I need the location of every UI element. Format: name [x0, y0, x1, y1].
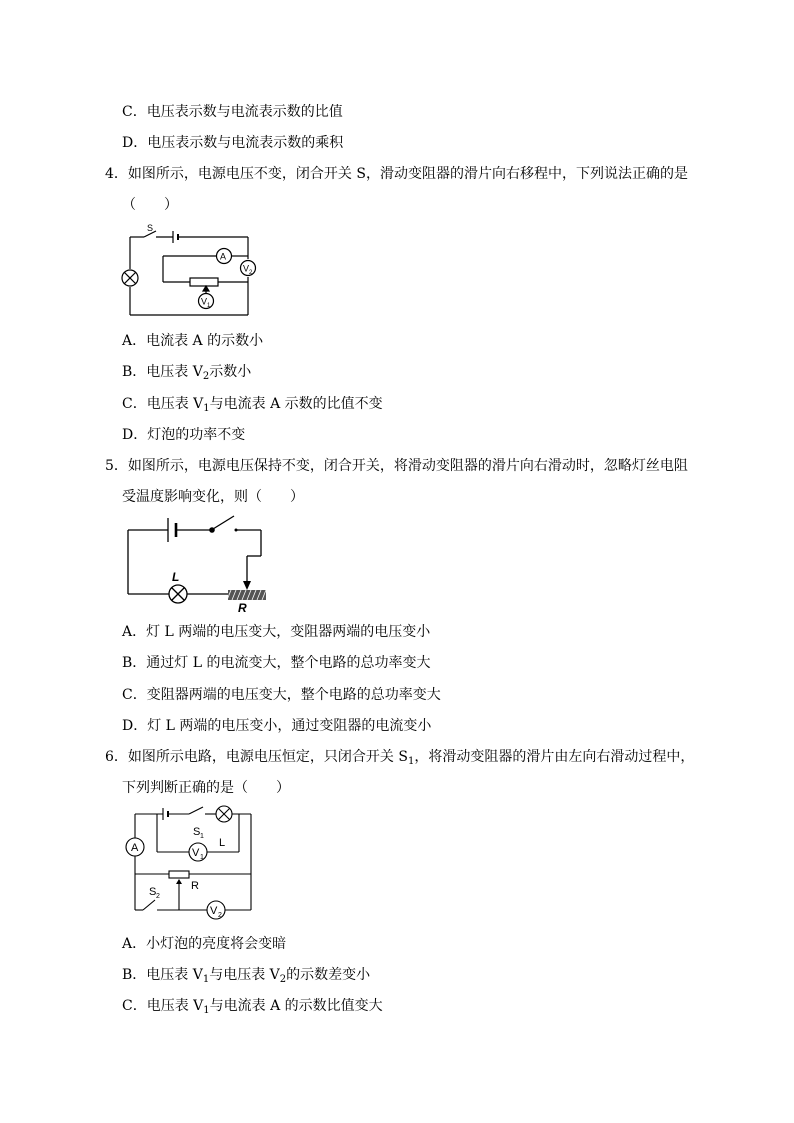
- option-c-prev: C．电压表示数与电流表示数的比值: [122, 104, 343, 120]
- q6-option-a: A．小灯泡的亮度将会变暗: [122, 936, 287, 952]
- q6-s2-label: S: [149, 886, 157, 898]
- q6-v2-sub: 2: [218, 912, 222, 919]
- q4-v2-sub: 2: [249, 270, 253, 276]
- q6-s1-sub: 1: [200, 833, 204, 840]
- q6-v1-label: V: [192, 847, 200, 859]
- q6-stem-line2: 下列判断正确的是（ ）: [122, 780, 290, 796]
- q4-option-c: C．电压表 $V_1$与电流表 A 示数的比值不变: [122, 396, 383, 414]
- q6-stem-line1: 6．如图所示电路，电源电压恒定，只闭合开关 $S_1$，将滑动变阻器的滑片由左向右滑动过程中，: [105, 749, 695, 767]
- q4-v1-sub: 1: [207, 303, 211, 309]
- q5-resistor-label: R: [238, 601, 247, 615]
- q6-s1-label: S: [193, 826, 201, 838]
- option-d-prev: D．电压表示数与电流表示数的乘积: [122, 135, 344, 151]
- q6-lamp-label: L: [219, 837, 226, 849]
- q5-option-d: D．灯 L 两端的电压变小，通过变阻器的电流变小: [122, 718, 432, 734]
- q4-option-a: A．电流表 A 的示数小: [122, 333, 264, 349]
- q5-option-c: C．变阻器两端的电压变大，整个电路的总功率变大: [122, 687, 441, 703]
- q5-lamp-label: L: [172, 570, 180, 584]
- q4-switch-label: S: [147, 223, 154, 233]
- q6-resistor-label: R: [191, 880, 199, 892]
- q4-stem: 4．如图所示，电源电压不变，闭合开关 S，滑动变阻器的滑片向右移程中，下列说法正确的是: [105, 166, 688, 182]
- q6-circuit-diagram: [121, 812, 261, 922]
- q4-paren: （ ）: [122, 197, 178, 213]
- q5-stem-line1: 5．如图所示，电源电压保持不变，闭合开关，将滑动变阻器的滑片向右滑动时，忽略灯丝电阻: [105, 458, 688, 474]
- q6-v2-label: V: [210, 905, 218, 917]
- q5-option-b: B．通过灯 L 的电流变大，整个电路的总功率变大: [122, 655, 431, 671]
- q4-v2-label: V: [243, 263, 250, 274]
- q6-option-c: C．电压表 $V_1$与电流表 A 的示数比值变大: [122, 998, 383, 1016]
- q4-option-d: D．灯泡的功率不变: [122, 427, 246, 443]
- q4-option-b: B．电压表 $V_2$示数小: [122, 364, 252, 382]
- q4-circuit-diagram: [118, 225, 263, 320]
- q5-option-a: A．灯 L 两端的电压变大，变阻器两端的电压变小: [122, 624, 431, 640]
- q6-ammeter-label: A: [131, 842, 139, 854]
- q6-option-b: B．电压表 $V_1$与电压表 $V_2$的示数差变小: [122, 967, 371, 985]
- q4-v1-label: V: [201, 296, 208, 307]
- q6-v1-sub: 1: [200, 854, 204, 861]
- q5-circuit-diagram: [124, 514, 269, 614]
- q4-ammeter-label: A: [220, 251, 227, 262]
- q5-stem-line2: 受温度影响变化，则（ ）: [122, 489, 304, 505]
- q6-s2-sub: 2: [156, 893, 160, 900]
